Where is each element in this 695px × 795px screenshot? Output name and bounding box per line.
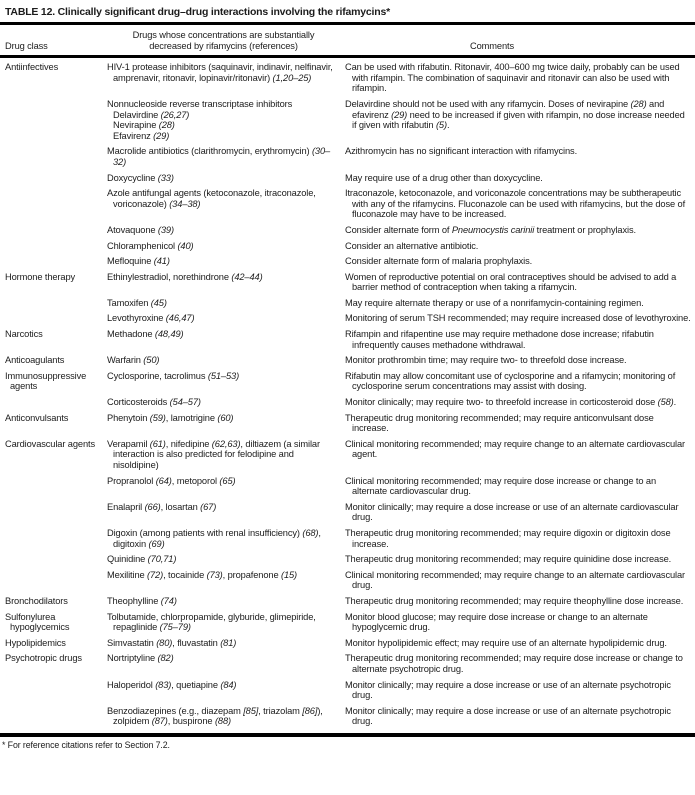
drug-class-cell (0, 99, 102, 146)
drug-class-cell (0, 528, 102, 554)
col-header-drugs-line1: Drugs whose concentrations are substantially (132, 30, 315, 40)
drug-class-cell (0, 680, 102, 706)
table-row (0, 298, 695, 314)
table-header (0, 25, 695, 57)
table-row (0, 638, 695, 654)
drug-class-cell (0, 313, 102, 329)
drugs-cell (102, 638, 345, 654)
table-row (0, 146, 695, 172)
drug-class-cell (0, 476, 102, 502)
drug-line: Macrolide antibiotics (clarithromycin, erythromycin) (30–32) (107, 146, 331, 167)
table-row (0, 653, 695, 679)
drug-line: Chloramphenicol (40) (107, 240, 194, 251)
interactions-table (0, 25, 695, 732)
drugs-cell (102, 653, 345, 679)
table-row (0, 706, 695, 732)
drugs-cell (102, 439, 345, 476)
drugs-cell (102, 99, 345, 146)
drug-class-cell (0, 146, 102, 172)
drugs-cell (102, 355, 345, 371)
comment-cell: Consider an alternative antibiotic. (345, 240, 479, 251)
drugs-cell (102, 680, 345, 706)
table-row (0, 355, 695, 371)
comment-cell: May require alternate therapy or use of a nonrifamycin-containing regimen. (345, 297, 644, 308)
drug-line: Atovaquone (39) (107, 224, 174, 235)
drug-line: Mefloquine (41) (107, 256, 170, 267)
table-row (0, 57, 695, 99)
table-row (0, 99, 695, 146)
table-row (0, 272, 695, 298)
comment-cell: Therapeutic drug monitoring recommended; may require digoxin or digitoxin dose increase. (345, 527, 671, 549)
comment-cell: Itraconazole, ketoconazole, and voriconazole concentrations may be subtherapeutic with any of the rifamycins. Fluconazole can be used with rifamycins, but the dose of fluconazole may have to be increased. (345, 188, 686, 220)
drug-line: Propranolol (64), metoporol (65) (107, 475, 236, 486)
comment-cell: Monitor blood glucose; may require dose increase or change to an alternate hypoglycemic drug. (345, 611, 648, 633)
drug-class-cell (0, 241, 102, 257)
drug-class-cell: Cardiovascular agents (5, 438, 95, 449)
table-row (0, 173, 695, 189)
footnote: * For reference citations refer to Section 7.2. (2, 739, 170, 750)
drugs-cell (102, 528, 345, 554)
comment-cell: Monitor prothrombin time; may require two- to threefold dose increase. (345, 355, 627, 366)
drug-class-cell (0, 706, 102, 732)
drug-class-cell (0, 502, 102, 528)
drugs-cell (102, 706, 345, 732)
header-row (0, 25, 695, 57)
table-row (0, 570, 695, 596)
comment-cell: Rifampin and rifapentine use may require methadone dose increase; rifabutin infrequently causes methadone withdrawal. (345, 329, 654, 350)
drug-line: Cyclosporine, tacrolimus (51–53) (107, 370, 240, 381)
drug-line: Tolbutamide, chlorpropamide, glyburide, glimepiride, repaglinide (75–79) (107, 611, 316, 633)
drug-line: Levothyroxine (46,47) (107, 313, 195, 324)
comment-cell: Therapeutic drug monitoring recommended; may require quinidine dose increase. (345, 554, 672, 565)
comment-cell: Monitor clinically; may require a dose increase or use of an alternate cardiovascular drug. (345, 501, 679, 523)
drug-class-cell (0, 225, 102, 241)
table-row (0, 439, 695, 476)
drugs-cell (102, 329, 345, 355)
drug-line: Doxycycline (33) (107, 172, 174, 183)
col-header-drugs (102, 25, 345, 57)
comment-cell: Therapeutic drug monitoring recommended; may require dose increase or change to alternate psychotropic drug. (345, 653, 683, 674)
drug-line: Simvastatin (80), fluvastatin (81) (107, 637, 237, 648)
comment-cell: Consider alternate form of malaria prophylaxis. (345, 256, 533, 267)
drug-line: Nonnucleoside reverse transcriptase inhibitors (107, 98, 293, 109)
comment-cell: Rifabutin may allow concomitant use of cyclosporine and a rifamycin; monitoring of cyclosporine serum concentrations may assist with dosing. (345, 370, 676, 392)
drugs-cell (102, 596, 345, 612)
table-row (0, 313, 695, 329)
drug-line: Quinidine (70,71) (107, 554, 177, 565)
drug-line: Warfarin (50) (107, 355, 160, 366)
comment-cell: Therapeutic drug monitoring recommended; may require theophylline dose increase. (345, 595, 684, 606)
col-header-drug-class: Drug class (0, 25, 102, 57)
table-row (0, 225, 695, 241)
table-row (0, 596, 695, 612)
table-row (0, 476, 695, 502)
comment-cell: Can be used with rifabutin. Ritonavir, 400–600 mg twice daily, probably can be used with rifampin. The combination of saquinavir and ritonavir can also be used with rifampin. (345, 62, 680, 94)
comment-cell: Clinical monitoring recommended; may require change to an alternate cardiovascular drug. (345, 569, 686, 591)
drug-class-cell: Narcotics (5, 329, 43, 340)
drug-line: Digoxin (among patients with renal insufficiency) (68), digitoxin (69) (107, 527, 321, 549)
drug-line: Azole antifungal agents (ketoconazole, itraconazole, voriconazole) (34–38) (107, 188, 316, 209)
drug-line: Nevirapine (28) (113, 120, 175, 131)
drug-line: Enalapril (66), losartan (67) (107, 501, 217, 512)
col-header-comments (345, 25, 695, 57)
drug-line: Phenytoin (59), lamotrigine (60) (107, 412, 234, 423)
table-row (0, 413, 695, 439)
table-row (0, 241, 695, 257)
drug-class-cell: Immunosuppressive agents (5, 370, 87, 392)
drug-line: Haloperidol (83), quetiapine (84) (107, 679, 237, 690)
drug-line: Theophylline (74) (107, 595, 177, 606)
table-row (0, 188, 695, 225)
drugs-cell (102, 554, 345, 570)
drug-class-cell: Hypolipidemics (5, 637, 66, 648)
drugs-cell (102, 256, 345, 272)
drugs-cell (102, 225, 345, 241)
col-header-drugs-line2: decreased by rifamycins (references) (149, 40, 298, 51)
drugs-cell (102, 397, 345, 413)
table-row (0, 554, 695, 570)
comment-cell: Monitor clinically; may require a dose increase or use of an alternate psychotropic drug. (345, 679, 671, 701)
comment-cell: Monitoring of serum TSH recommended; may require increased dose of levothyroxine. (345, 313, 691, 324)
drug-line: Benzodiazepines (e.g., diazepam [85], triazolam [86]), zolpidem (87), buspirone (88) (107, 705, 323, 727)
comment-cell: Monitor hypolipidemic effect; may require use of an alternate hypolipidemic drug. (345, 637, 667, 648)
drug-class-cell (0, 188, 102, 225)
drugs-cell (102, 612, 345, 638)
drug-line: Tamoxifen (45) (107, 297, 167, 308)
table-body (0, 57, 695, 732)
drug-class-cell (0, 554, 102, 570)
drugs-cell (102, 371, 345, 397)
drug-class-cell: Antiinfectives (5, 62, 59, 73)
table-row (0, 528, 695, 554)
table-row (0, 680, 695, 706)
comment-cell: Consider alternate form of Pneumocystis carinii treatment or prophylaxis. (345, 224, 636, 235)
drug-class-cell (0, 397, 102, 413)
comment-cell: Azithromycin has no significant interaction with rifamycins. (345, 146, 578, 157)
comment-cell: Clinical monitoring recommended; may require dose increase or change to an alternate cardiovascular drug. (345, 475, 656, 497)
drug-line: Mexilitine (72), tocainide (73), propafenone (15) (107, 569, 298, 580)
drug-class-cell: Anticoagulants (5, 355, 65, 366)
table-row (0, 612, 695, 638)
drugs-cell (102, 570, 345, 596)
drug-line: HIV-1 protease inhibitors (saquinavir, indinavir, nelfinavir, amprenavir, ritonavir, lopinavir/ritonavir) (1,20–25) (107, 62, 333, 83)
drug-class-cell (0, 298, 102, 314)
drug-line: Methadone (48,49) (107, 329, 184, 340)
drugs-cell (102, 188, 345, 225)
comment-cell: Delavirdine should not be used with any rifamycin. Doses of nevirapine (28) and efavirenz (29) need to be increased if given with rifampin, no dose increase needed if given with rifabutin (5). (345, 98, 685, 131)
comment-cell: Monitor clinically; may require two- to threefold increase in corticosteroid dose (58). (345, 397, 677, 408)
drugs-cell (102, 173, 345, 189)
comment-cell: Monitor clinically; may require a dose increase or use of an alternate psychotropic drug. (345, 705, 671, 727)
drug-class-cell (0, 173, 102, 189)
drugs-cell (102, 413, 345, 439)
comment-cell: Women of reproductive potential on oral contraceptives should be advised to add a barrier method of contraception when taking a rifamycin. (345, 271, 677, 293)
drugs-cell (102, 502, 345, 528)
drug-line: Verapamil (61), nifedipine (62,63), diltiazem (a similar interaction is also predicted for felodipine and nisoldipine) (107, 438, 320, 470)
drug-class-cell (0, 256, 102, 272)
drug-line: Nortriptyline (82) (107, 653, 174, 664)
comment-cell: May require use of a drug other than doxycycline. (345, 172, 543, 183)
comment-cell: Clinical monitoring recommended; may require change to an alternate cardiovascular agent. (345, 438, 686, 460)
drugs-cell (102, 476, 345, 502)
drug-class-cell (0, 570, 102, 596)
table-row (0, 371, 695, 397)
drugs-cell (102, 298, 345, 314)
drug-class-cell: Anticonvulsants (5, 412, 69, 423)
drug-line: Delavirdine (26,27) (113, 109, 190, 120)
table-row (0, 502, 695, 528)
table-title: TABLE 12. Clinically significant drug–drug interactions involving the rifamycins* (5, 6, 391, 18)
drugs-cell (102, 241, 345, 257)
table-row (0, 397, 695, 413)
drugs-cell (102, 313, 345, 329)
table-row (0, 329, 695, 355)
drug-line: Efavirenz (29) (113, 130, 170, 141)
col-header-comments-label: Comments (470, 40, 514, 51)
table-row (0, 256, 695, 272)
drugs-cell (102, 57, 345, 99)
drugs-cell (102, 272, 345, 298)
drug-class-cell: Hormone therapy (5, 271, 76, 282)
comment-cell: Therapeutic drug monitoring recommended; may require anticonvulsant dose increase. (345, 412, 654, 434)
drug-class-cell: Psychotropic drugs (5, 653, 82, 664)
drug-line: Corticosteroids (54–57) (107, 397, 201, 408)
drug-line: Ethinylestradiol, norethindrone (42–44) (107, 271, 263, 282)
drugs-cell (102, 146, 345, 172)
drug-class-cell: Sulfonylurea hypoglycemics (5, 611, 70, 633)
drug-class-cell: Bronchodilators (5, 595, 68, 606)
